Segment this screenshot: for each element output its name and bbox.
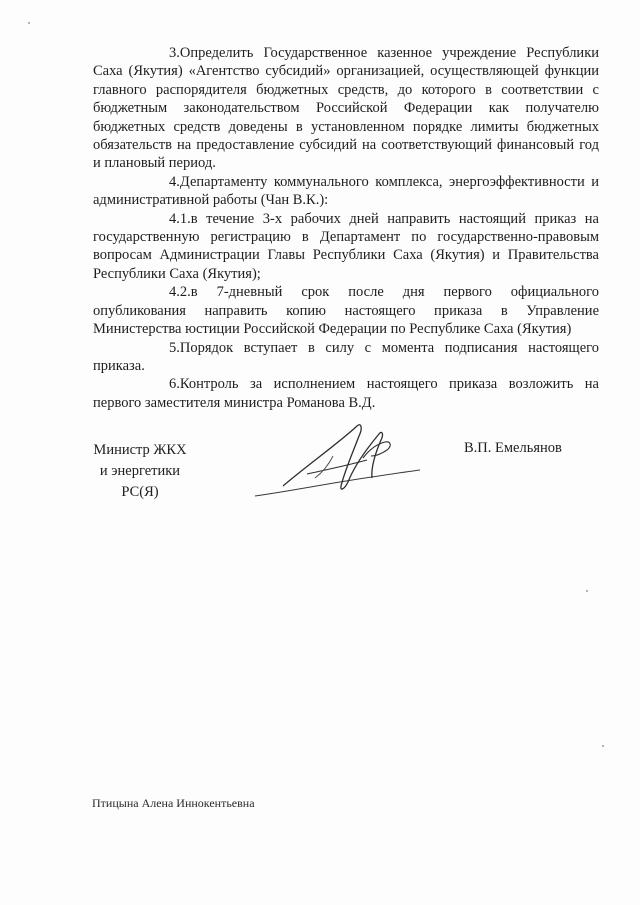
signatory-name: В.П. Емельянов: [464, 440, 562, 456]
signatory-title-line: РС(Я): [121, 484, 159, 500]
paragraph-number: 4.1.: [169, 210, 191, 227]
paragraph-3: [93, 44, 599, 173]
paragraph-5: [93, 339, 599, 376]
paragraph-number: 6.: [169, 376, 180, 393]
paragraph-text: Контроль за исполнением настоящего приказа возложить на первого заместителя министра Романова В.Д.: [93, 376, 599, 411]
signatory-title-line: Министр ЖКХ: [93, 442, 187, 458]
paragraph-4-2: [93, 283, 599, 338]
scan-speck: [602, 745, 604, 747]
scan-speck: [586, 590, 588, 592]
document-body: [93, 44, 599, 412]
paragraph-6: [93, 375, 599, 412]
signatory-title: [80, 440, 200, 503]
paragraph-text: в течение 3-х рабочих дней направить настоящий приказ на государственную регистрацию в Департамент по государственно-правовым вопросам Администрации Главы Республики Саха (Якутия) и Правительства Республики Саха (Якутия);: [93, 210, 599, 282]
paragraph-text: Департаменту коммунального комплекса, энергоэффективности и административной работы (Чан В.К.):: [93, 173, 599, 209]
paragraph-text: в 7-дневный срок после дня первого официального опубликования направить копию настоящего приказа в Управление Министерства юстиции Российской Федерации по Республике Саха (Якутия): [93, 284, 599, 338]
paragraph-number: 5.: [169, 339, 180, 356]
paragraph-number: 3.: [169, 45, 180, 61]
paragraph-number: 4.2.: [169, 284, 191, 301]
scan-speck: [28, 22, 30, 24]
paragraph-4-1: [93, 210, 599, 284]
executor-name: Птицына Алена Иннокентьевна: [92, 796, 255, 810]
paragraph-text: Определить Государственное казенное учреждение Республики Саха (Якутия) «Агентство субсидий» организацией, осуществляющей функции главного распорядителя бюджетных средств, до которого в соответствии с бюджетным законодательством Российской Федерации как получателю бюджетных средств доведены в установленном порядке лимиты бюджетных обязательств на предоставление субсидий на соответствующий финансовый год и плановый период.: [93, 45, 599, 172]
signatory-title-line: и энергетики: [99, 463, 181, 479]
paragraph-number: 4.: [169, 173, 180, 190]
handwritten-signature: [245, 412, 425, 512]
paragraph-4: [93, 173, 599, 210]
paragraph-text: Порядок вступает в силу с момента подписания настоящего приказа.: [93, 339, 599, 374]
